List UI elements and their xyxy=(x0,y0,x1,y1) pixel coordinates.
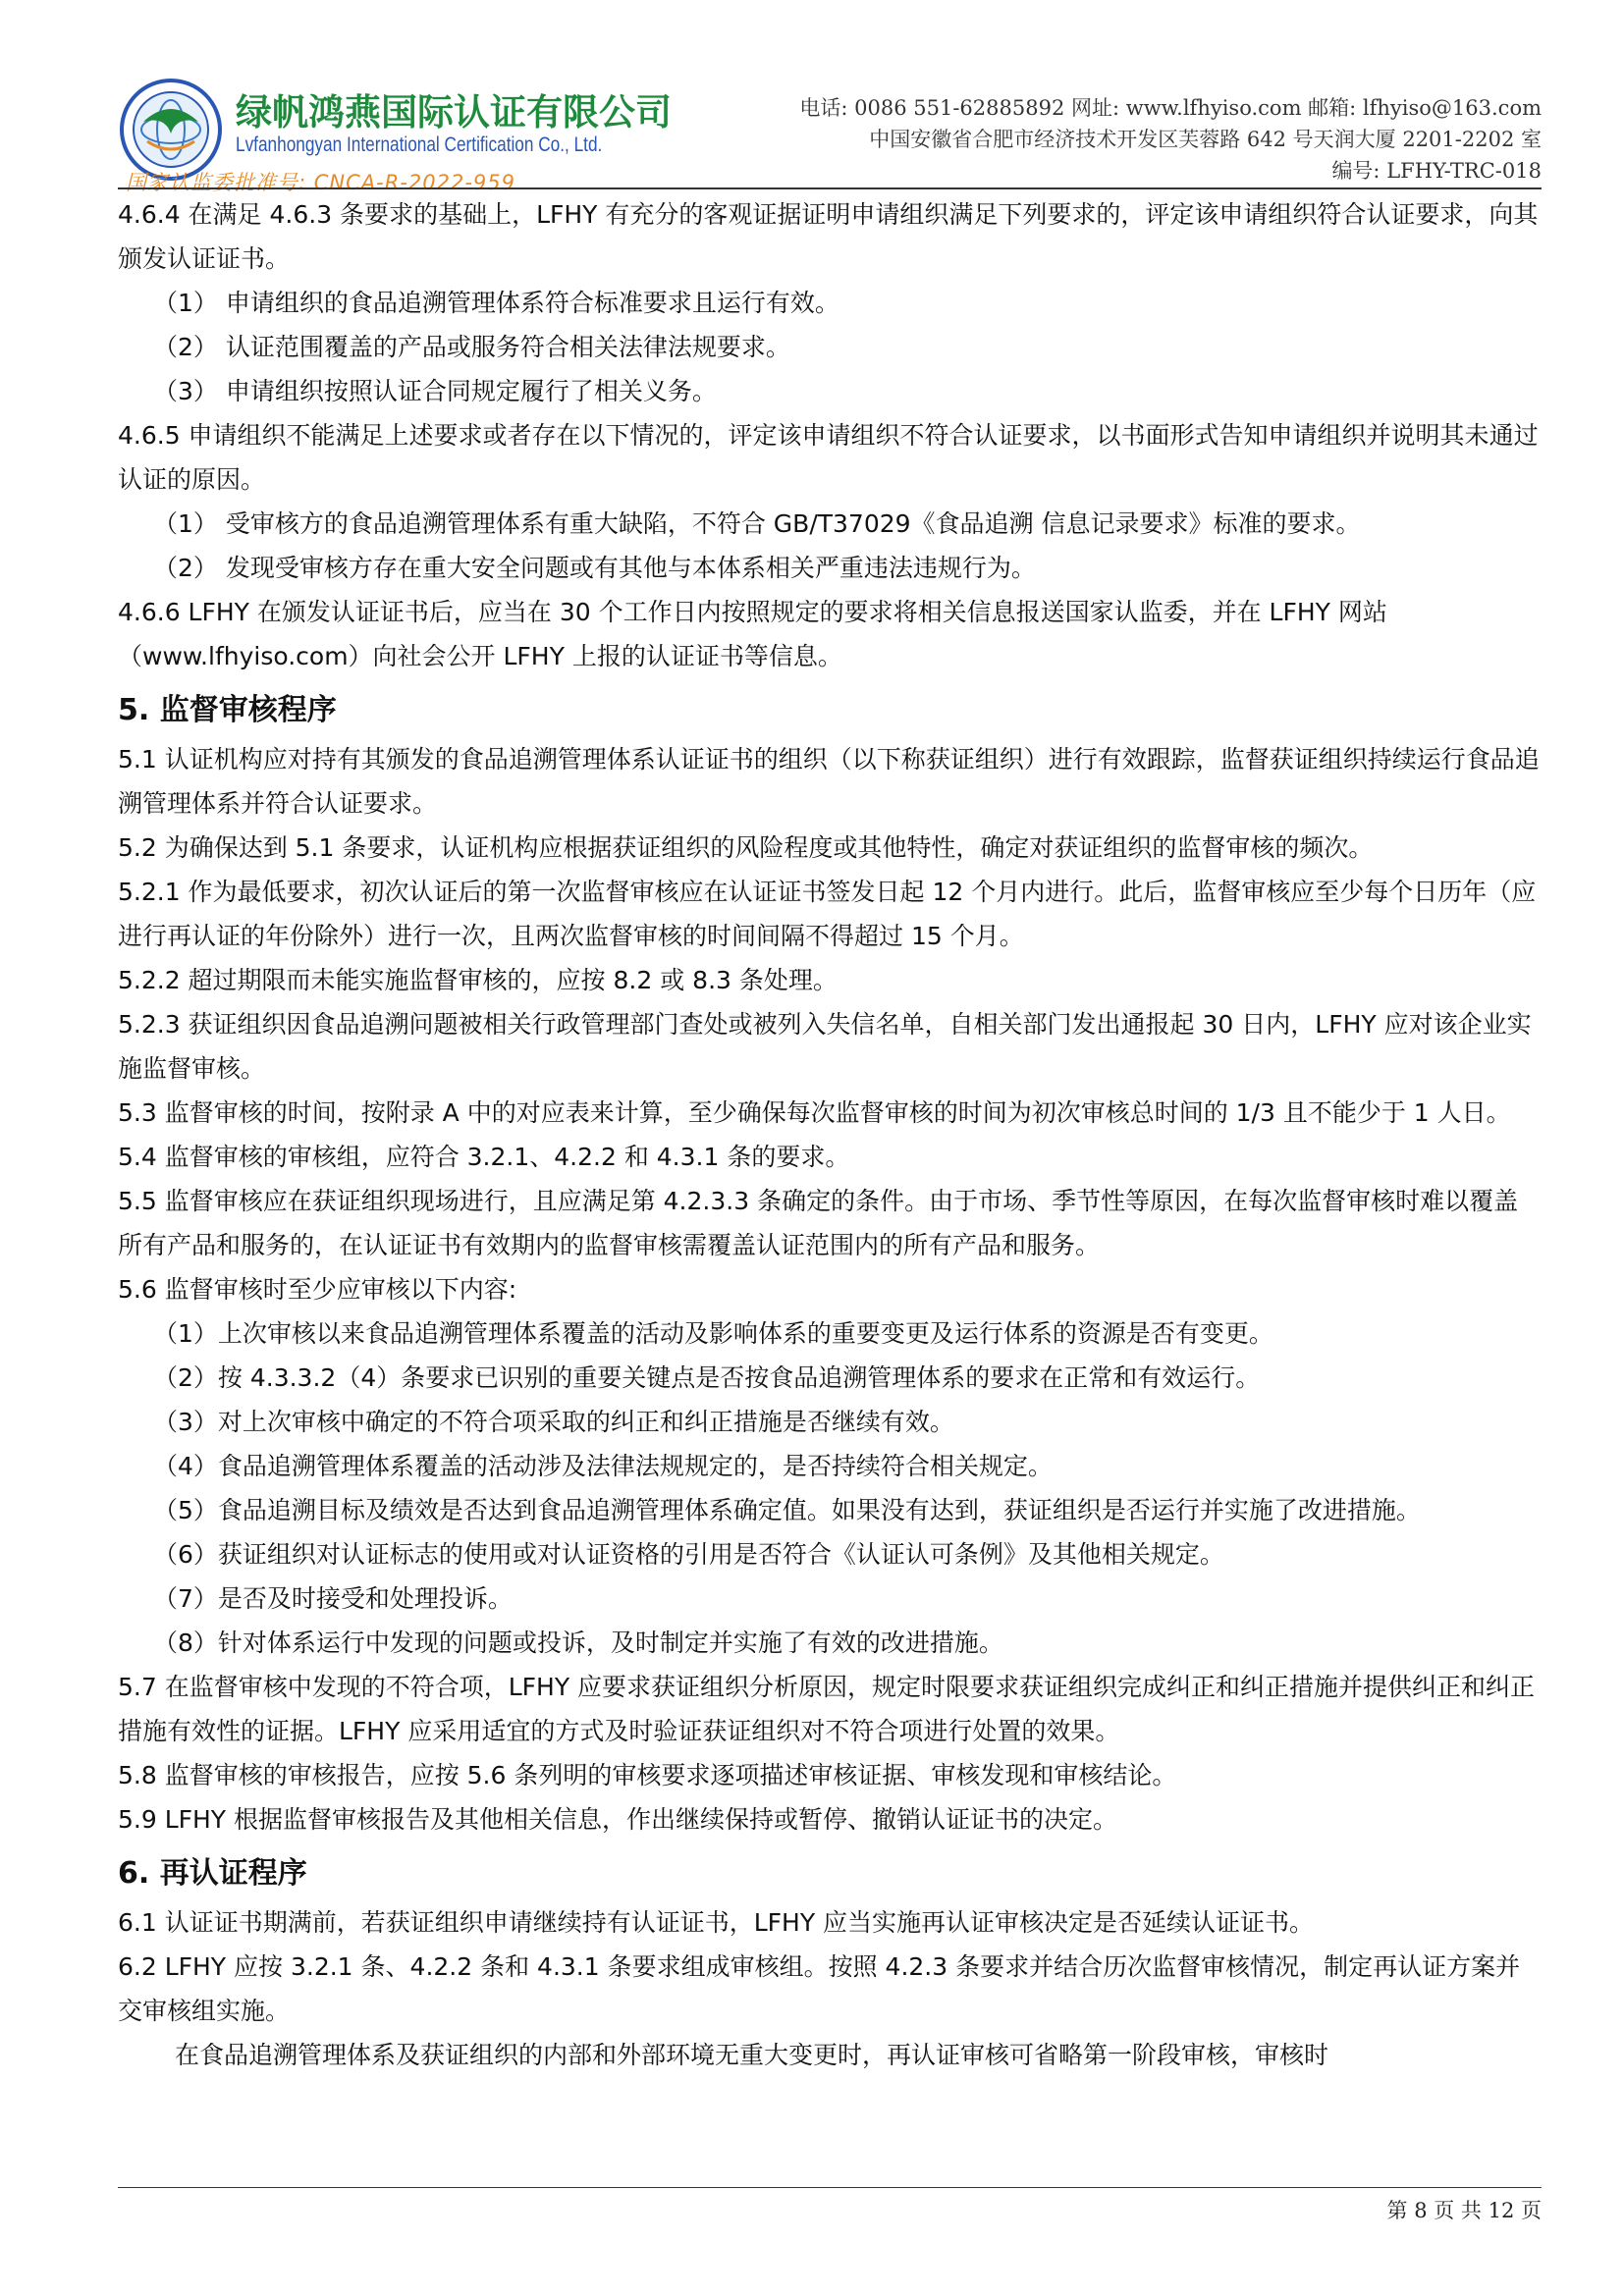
clause-6-2: 6.2 LFHY 应按 3.2.1 条、4.2.2 条和 4.3.1 条要求组成审核组。按照 4.2.3 条要求并结合历次监督审核情况，制定再认证方案并交审核组实施。 xyxy=(118,1952,1521,2025)
clause-6-1: 6.1 认证证书期满前，若获证组织申请继续持有认证证书，LFHY 应当实施再认证审核决定是否延续认证证书。 xyxy=(118,1908,1315,1937)
list-item: （2） 认证范围覆盖的产品或服务符合相关法律法规要求。 xyxy=(153,333,790,361)
clause-5-6: 5.6 监督审核时至少应审核以下内容: xyxy=(118,1275,517,1304)
clause-5-2-2: 5.2.2 超过期限而未能实施监督审核的，应按 8.2 或 8.3 条处理。 xyxy=(118,966,838,994)
list-item: （5）食品追溯目标及绩效是否达到食品追溯管理体系确定值。如果没有达到，获证组织是否运行并实施了改进措施。 xyxy=(153,1496,1421,1524)
address-line: 中国安徽省合肥市经济技术开发区芙蓉路 642 号天润大厦 2201-2202 室 xyxy=(869,128,1542,151)
list-item: （1） 受审核方的食品追溯管理体系有重大缺陷，不符合 GB/T37029《食品追溯 信息记录要求》标准的要求。 xyxy=(153,509,1361,538)
document-body xyxy=(118,192,1542,2077)
list-item: （4）食品追溯管理体系覆盖的活动涉及法律法规规定的，是否持续符合相关规定。 xyxy=(153,1452,1053,1480)
list-item: （6）获证组织对认证标志的使用或对认证资格的引用是否符合《认证认可条例》及其他相关规定。 xyxy=(153,1540,1224,1569)
clause-5-2-3: 5.2.3 获证组织因食品追溯问题被相关行政管理部门查处或被列入失信名单，自相关部门发出通报起 30 日内，LFHY 应对该企业实施监督审核。 xyxy=(118,1010,1532,1083)
clause-5-4: 5.4 监督审核的审核组，应符合 3.2.1、4.2.2 和 4.3.1 条的要求。 xyxy=(118,1143,850,1171)
contact-line: 电话: 0086 551-62885892 网址: www.lfhyiso.com 邮箱: lfhyiso@163.com xyxy=(799,96,1542,120)
footer-divider xyxy=(118,2187,1542,2188)
clause-5-1: 5.1 认证机构应对持有其颁发的食品追溯管理体系认证证书的组织（以下称获证组织）进行有效跟踪，监督获证组织持续运行食品追溯管理体系并符合认证要求。 xyxy=(118,745,1540,818)
company-name-cn: 绿帆鸿燕国际认证有限公司 xyxy=(236,91,672,133)
list-item: （7）是否及时接受和处理投诉。 xyxy=(153,1584,513,1613)
clause-5-5: 5.5 监督审核应在获证组织现场进行，且应满足第 4.2.3.3 条确定的条件。由于市场、季节性等原因，在每次监督审核时难以覆盖所有产品和服务的，在认证证书有效期内的监督审核需覆盖认证范围内的所有产品和服务。 xyxy=(118,1187,1519,1259)
clause-4-6-4: 4.6.4 在满足 4.6.3 条要求的基础上，LFHY 有充分的客观证据证明申请组织满足下列要求的，评定该申请组织符合认证要求，向其颁发认证证书。 xyxy=(118,200,1539,273)
list-item: （2）按 4.3.3.2（4）条要求已识别的重要关键点是否按食品追溯管理体系的要求在正常和有效运行。 xyxy=(153,1363,1261,1392)
clause-5-2-1: 5.2.1 作为最低要求，初次认证后的第一次监督审核应在认证证书签发日起 12 个月内进行。此后，监督审核应至少每个日历年（应进行再认证的年份除外）进行一次，且两次监督审核的时间间隔不得超过 15 个月。 xyxy=(118,878,1537,950)
section-heading-6: 6. 再认证程序 xyxy=(118,1856,307,1891)
header-divider xyxy=(118,187,1542,189)
clause-5-7: 5.7 在监督审核中发现的不符合项，LFHY 应要求获证组织分析原因，规定时限要求获证组织完成纠正和纠正措施并提供纠正和纠正措施有效性的证据。LFHY 应采用适宜的方式及时验证获证组织对不符合项进行处置的效果。 xyxy=(118,1673,1536,1745)
document-code: 编号: LFHY-TRC-018 xyxy=(1331,159,1542,183)
contact-block xyxy=(799,92,1542,187)
clause-6-2-continued: 在食品追溯管理体系及获证组织的内部和外部环境无重大变更时，再认证审核可省略第一阶段审核，审核时 xyxy=(175,2041,1329,2069)
company-name-en: Lvfanhongyan International Certification Co., Ltd. xyxy=(236,133,603,156)
clause-4-6-6: 4.6.6 LFHY 在颁发认证证书后，应当在 30 个工作日内按照规定的要求将相关信息报送国家认监委，并在 LFHY 网站（www.lfhyiso.com）向社会公开 LFHY 上报的认证证书等信息。 xyxy=(118,598,1387,670)
list-item: （1）上次审核以来食品追溯管理体系覆盖的活动及影响体系的重要变更及运行体系的资源是否有变更。 xyxy=(153,1319,1273,1348)
approval-number: 国家认监委批准号: CNCA-R-2022-959 xyxy=(126,171,516,194)
list-item: （3）对上次审核中确定的不符合项采取的纠正和纠正措施是否继续有效。 xyxy=(153,1408,954,1436)
page-number: 第 8 页 共 12 页 xyxy=(1386,2199,1542,2222)
page-header xyxy=(118,77,1542,194)
clause-5-8: 5.8 监督审核的审核报告，应按 5.6 条列明的审核要求逐项描述审核证据、审核发现和审核结论。 xyxy=(118,1761,1177,1789)
list-item: （2） 发现受审核方存在重大安全问题或有其他与本体系相关严重违法违规行为。 xyxy=(153,554,1036,582)
list-item: （3） 申请组织按照认证合同规定履行了相关义务。 xyxy=(153,377,717,405)
list-item: （1） 申请组织的食品追溯管理体系符合标准要求且运行有效。 xyxy=(153,289,839,317)
section-heading-5: 5. 监督审核程序 xyxy=(118,693,337,727)
clause-5-2: 5.2 为确保达到 5.1 条要求，认证机构应根据获证组织的风险程度或其他特性，确定对获证组织的监督审核的频次。 xyxy=(118,833,1374,862)
clause-5-3: 5.3 监督审核的时间，按附录 A 中的对应表来计算，至少确保每次监督审核的时间为初次审核总时间的 1/3 且不能少于 1 人日。 xyxy=(118,1098,1511,1127)
list-item: （8）针对体系运行中发现的问题或投诉，及时制定并实施了有效的改进措施。 xyxy=(153,1629,1003,1657)
clause-5-9: 5.9 LFHY 根据监督审核报告及其他相关信息，作出继续保持或暂停、撤销认证证书的决定。 xyxy=(118,1805,1118,1834)
clause-4-6-5: 4.6.5 申请组织不能满足上述要求或者存在以下情况的，评定该申请组织不符合认证要求，以书面形式告知申请组织并说明其未通过认证的原因。 xyxy=(118,421,1539,494)
